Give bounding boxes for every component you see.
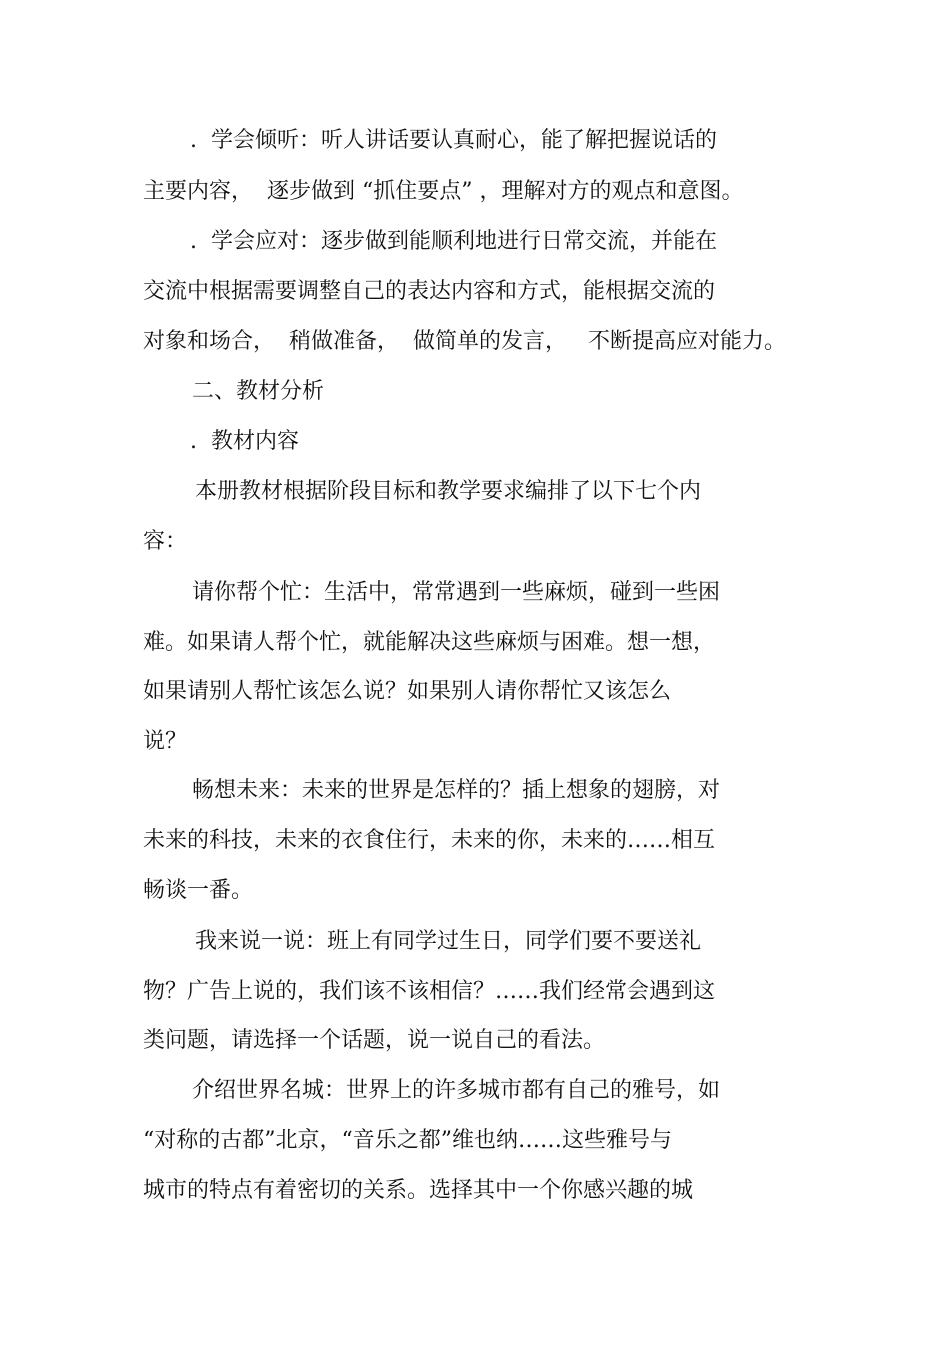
section-heading: 二、教材分析 (192, 379, 325, 404)
line-future-2: 未来的科技，未来的衣食住行，未来的你，未来的……相互 (143, 828, 716, 853)
line-city-1: 介绍世界名城：世界上的许多城市都有自己的雅号，如 (192, 1078, 721, 1103)
line-future-1: 畅想未来：未来的世界是怎样的？插上想象的翅膀，对 (192, 778, 721, 803)
subsection-heading: . 教材内容 (190, 429, 299, 454)
line-help-2: 难。如果请人帮个忙，就能解决这些麻烦与困难。想一想， (143, 630, 716, 655)
line-intro-2: 容： (143, 529, 188, 554)
line-responding-3: 对象和场合， 稍做准备， 做简单的发言， 不断提高应对能力。 (143, 329, 786, 354)
line-help-1: 请你帮个忙：生活中，常常遇到一些麻烦，碰到一些困 (192, 580, 721, 605)
line-listening-1: . 学会倾听：听人讲话要认真耐心，能了解把握说话的 (190, 128, 717, 153)
line-city-2: “对称的古都”北京，“音乐之都”维也纳……这些雅号与 (143, 1128, 672, 1153)
line-responding-2: 交流中根据需要调整自己的表达内容和方式，能根据交流的 (143, 279, 716, 304)
line-help-3: 如果请别人帮忙该怎么说？如果别人请你帮忙又该怎么 (143, 679, 672, 704)
line-help-4: 说？ (143, 729, 188, 754)
line-intro-1: 本册教材根据阶段目标和教学要求编排了以下七个内 (195, 479, 702, 504)
line-opinion-2: 物？广告上说的，我们该不该相信？……我们经常会遇到这 (143, 979, 716, 1004)
line-listening-2: 主要内容， 逐步做到 “抓住要点” ，理解对方的观点和意图。 (143, 179, 744, 204)
line-opinion-3: 类问题，请选择一个话题，说一说自己的看法。 (143, 1028, 606, 1053)
line-city-3: 城市的特点有着密切的关系。选择其中一个你感兴趣的城 (143, 1178, 694, 1203)
line-responding-1: . 学会应对：逐步做到能顺利地进行日常交流，并能在 (190, 229, 717, 254)
line-opinion-1: 我来说一说：班上有同学过生日，同学们要不要送礼 (195, 929, 702, 954)
line-future-3: 畅谈一番。 (143, 878, 254, 903)
